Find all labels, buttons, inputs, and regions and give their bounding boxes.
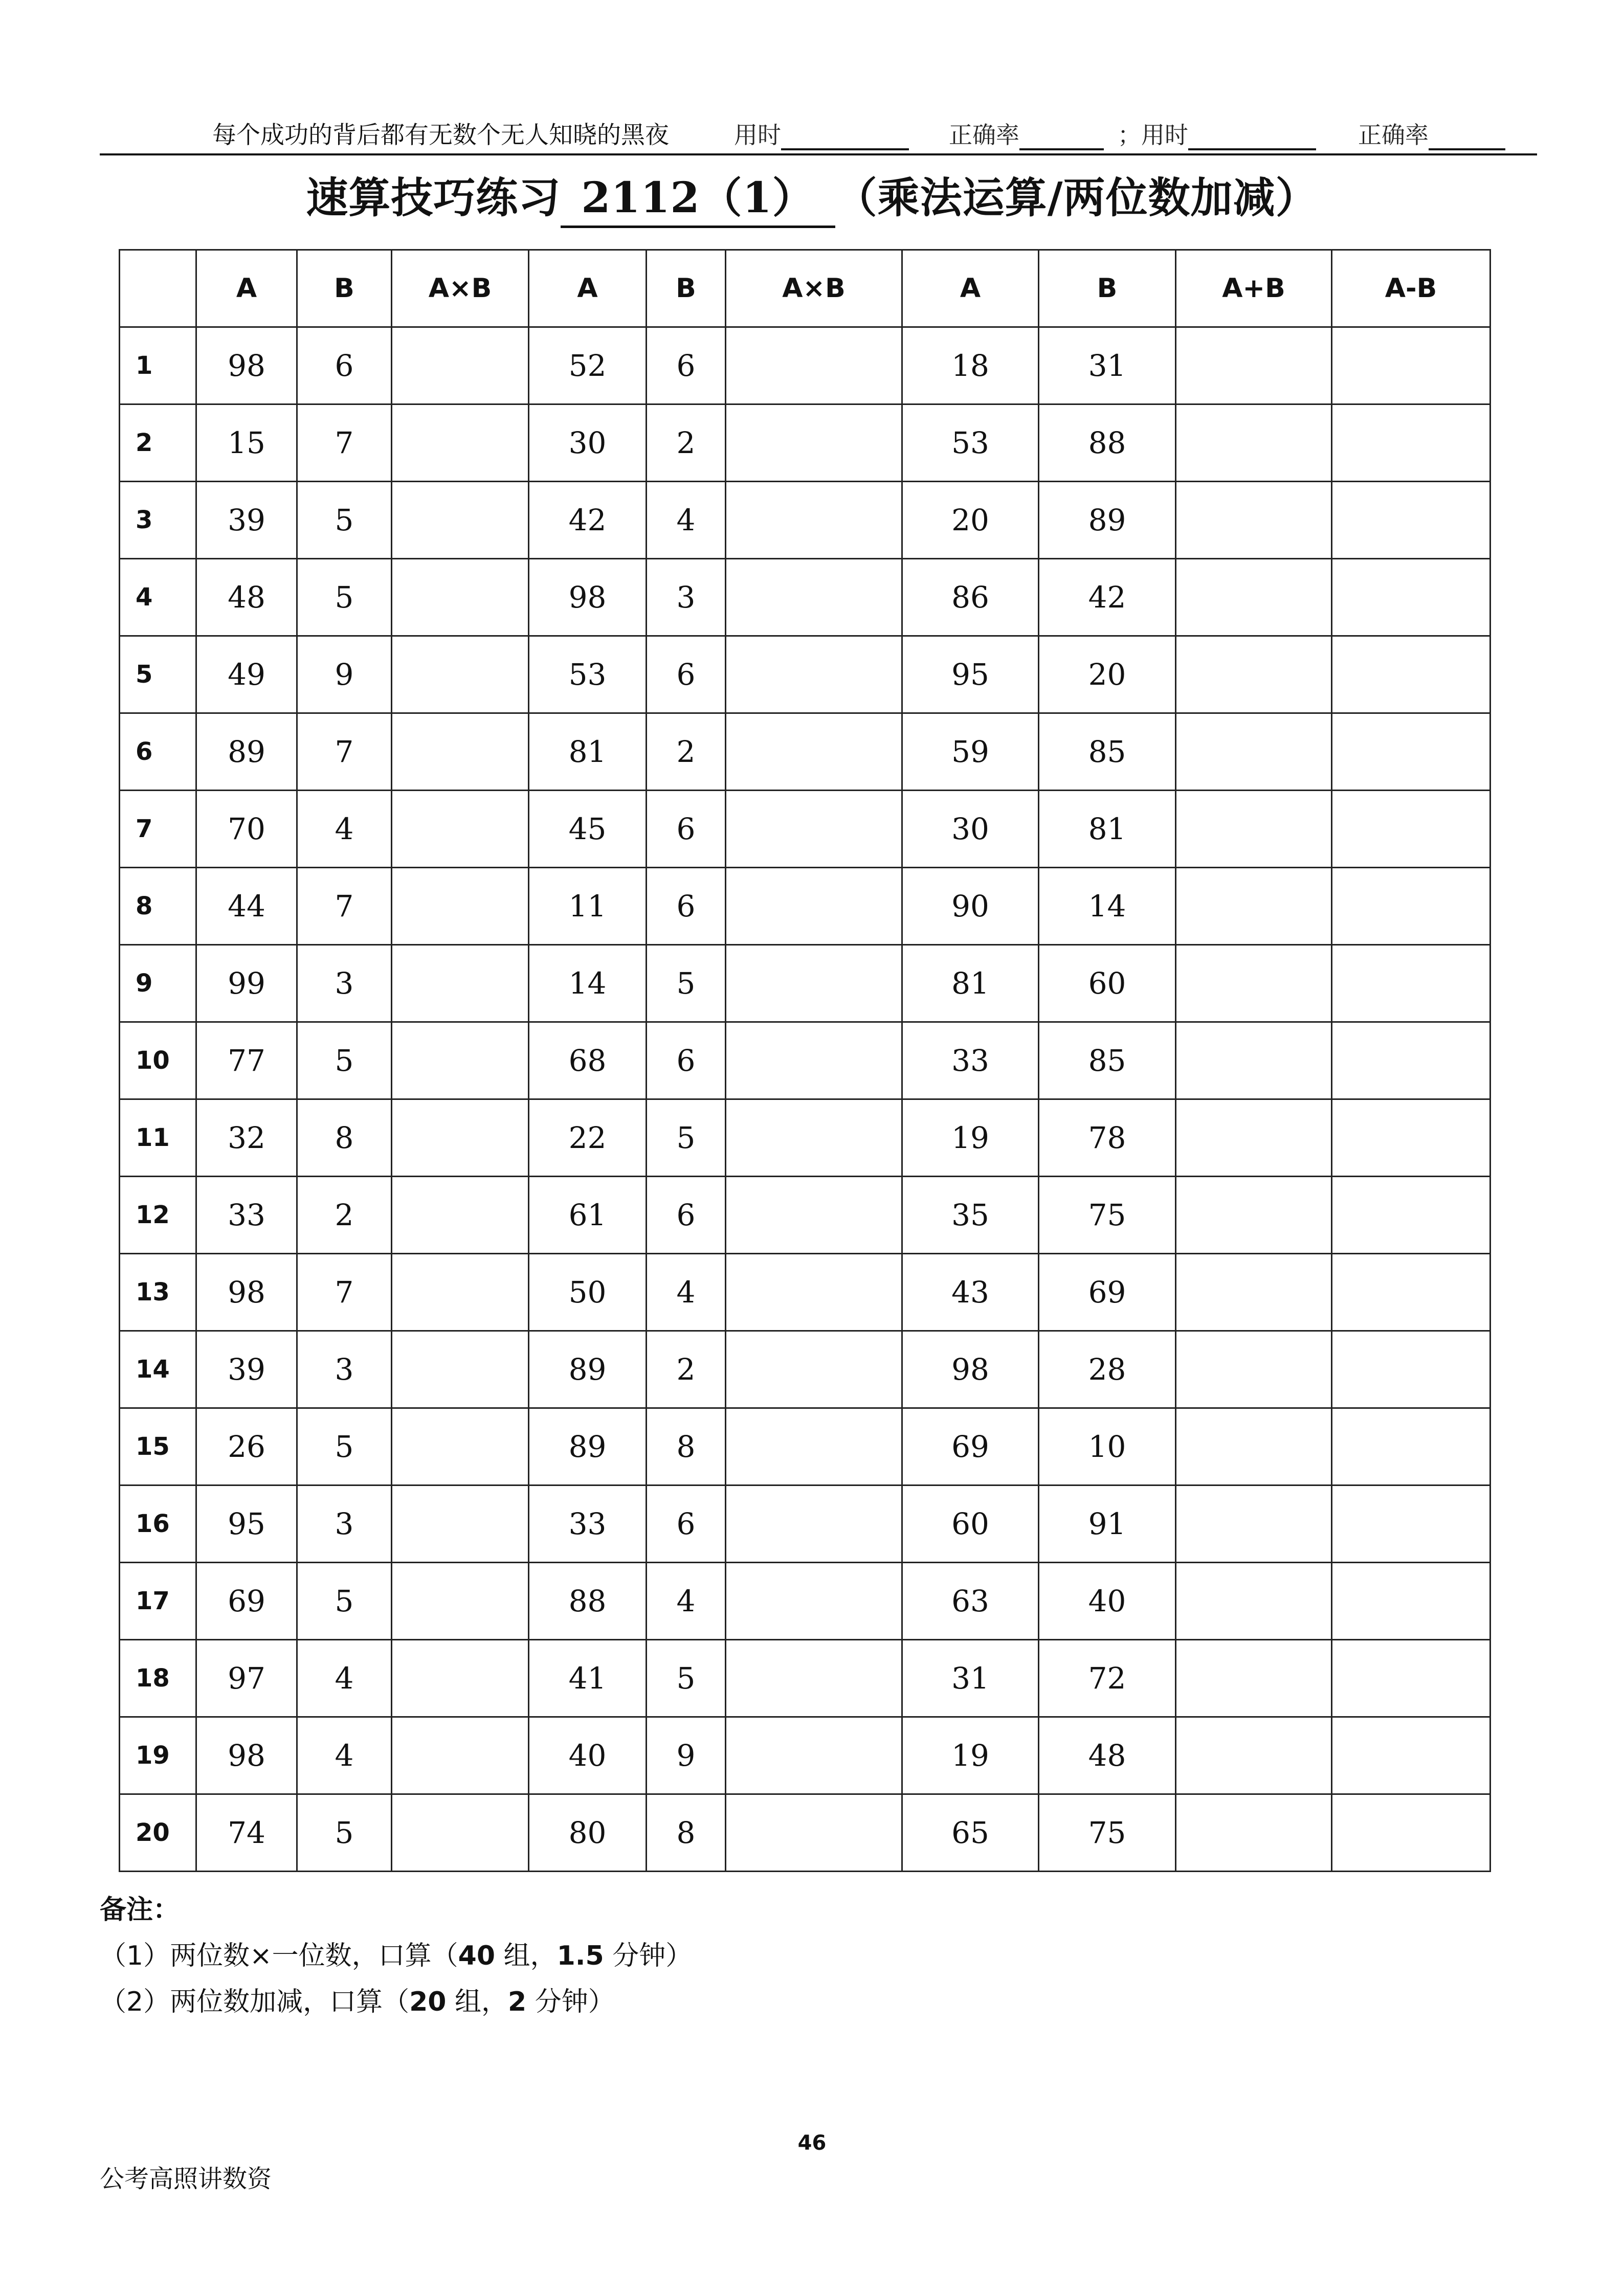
answer-cell[interactable] xyxy=(392,1563,529,1640)
answer-cell[interactable] xyxy=(726,404,902,482)
answer-cell[interactable] xyxy=(1176,713,1332,791)
table-row xyxy=(120,1177,1490,1254)
value-cell: 33 xyxy=(196,1177,297,1254)
answer-cell[interactable] xyxy=(1332,945,1490,1022)
note1-post: 分钟） xyxy=(604,1941,693,1971)
value-cell: 95 xyxy=(902,636,1039,713)
page-title xyxy=(0,165,1624,228)
value-cell: 6 xyxy=(647,1485,726,1563)
row-index: 5 xyxy=(120,636,196,713)
answer-cell[interactable] xyxy=(1176,404,1332,482)
value-cell: 68 xyxy=(529,1022,647,1099)
answer-cell[interactable] xyxy=(392,559,529,636)
row-index: 4 xyxy=(120,559,196,636)
value-cell: 2 xyxy=(297,1177,392,1254)
value-cell: 40 xyxy=(1039,1563,1176,1640)
answer-cell[interactable] xyxy=(392,1717,529,1794)
value-cell: 69 xyxy=(1039,1254,1176,1331)
value-cell: 69 xyxy=(196,1563,297,1640)
value-cell: 2 xyxy=(647,1331,726,1408)
value-cell: 63 xyxy=(902,1563,1039,1640)
answer-cell[interactable] xyxy=(1176,791,1332,868)
answer-cell[interactable] xyxy=(1176,1640,1332,1717)
answer-cell[interactable] xyxy=(726,1177,902,1254)
answer-cell[interactable] xyxy=(1176,1485,1332,1563)
value-cell: 86 xyxy=(902,559,1039,636)
table-body xyxy=(120,327,1490,1872)
row-index: 8 xyxy=(120,868,196,945)
value-cell: 8 xyxy=(647,1794,726,1872)
value-cell: 90 xyxy=(902,868,1039,945)
table-row xyxy=(120,1794,1490,1872)
value-cell: 98 xyxy=(902,1331,1039,1408)
note-line-1 xyxy=(100,1933,692,1979)
value-cell: 75 xyxy=(1039,1177,1176,1254)
answer-cell[interactable] xyxy=(1332,1254,1490,1331)
row-index: 16 xyxy=(120,1485,196,1563)
note2-mid: 组， xyxy=(446,1987,508,2017)
answer-cell[interactable] xyxy=(726,1640,902,1717)
value-cell: 7 xyxy=(297,1254,392,1331)
value-cell: 59 xyxy=(902,713,1039,791)
answer-cell[interactable] xyxy=(1176,868,1332,945)
row-index: 17 xyxy=(120,1563,196,1640)
notes-label: 备注： xyxy=(100,1895,180,1925)
answer-cell[interactable] xyxy=(392,636,529,713)
answer-cell[interactable] xyxy=(392,1331,529,1408)
row-index: 7 xyxy=(120,791,196,868)
value-cell: 3 xyxy=(297,1485,392,1563)
value-cell: 2 xyxy=(647,713,726,791)
answer-cell[interactable] xyxy=(726,791,902,868)
value-cell: 6 xyxy=(647,636,726,713)
accuracy-field-1 xyxy=(949,117,1104,150)
value-cell: 52 xyxy=(529,327,647,404)
accuracy-field-2 xyxy=(1358,117,1505,150)
value-cell: 22 xyxy=(529,1099,647,1177)
column-header: A xyxy=(196,250,297,327)
answer-cell[interactable] xyxy=(1176,636,1332,713)
value-cell: 39 xyxy=(196,1331,297,1408)
value-cell: 77 xyxy=(196,1022,297,1099)
value-cell: 35 xyxy=(902,1177,1039,1254)
value-cell: 61 xyxy=(529,1177,647,1254)
table-row xyxy=(120,1640,1490,1717)
answer-cell[interactable] xyxy=(1332,327,1490,404)
answer-cell[interactable] xyxy=(726,559,902,636)
value-cell: 48 xyxy=(1039,1717,1176,1794)
answer-cell[interactable] xyxy=(1332,1640,1490,1717)
answer-cell[interactable] xyxy=(1332,1331,1490,1408)
value-cell: 99 xyxy=(196,945,297,1022)
value-cell: 75 xyxy=(1039,1794,1176,1872)
value-cell: 15 xyxy=(196,404,297,482)
time-blank-1[interactable] xyxy=(781,128,909,150)
row-index: 10 xyxy=(120,1022,196,1099)
column-header: A×B xyxy=(726,250,902,327)
answer-cell[interactable] xyxy=(1176,1254,1332,1331)
title-prefix: 速算技巧练习 xyxy=(306,174,561,222)
answer-cell[interactable] xyxy=(1176,1099,1332,1177)
value-cell: 7 xyxy=(297,713,392,791)
answer-cell[interactable] xyxy=(726,482,902,559)
value-cell: 98 xyxy=(529,559,647,636)
value-cell: 11 xyxy=(529,868,647,945)
column-header: B xyxy=(1039,250,1176,327)
table-row xyxy=(120,1408,1490,1485)
value-cell: 33 xyxy=(902,1022,1039,1099)
value-cell: 53 xyxy=(902,404,1039,482)
table-row xyxy=(120,713,1490,791)
table-row xyxy=(120,945,1490,1022)
value-cell: 19 xyxy=(902,1717,1039,1794)
note1-minutes: 1.5 xyxy=(557,1941,604,1971)
column-header: A xyxy=(902,250,1039,327)
value-cell: 4 xyxy=(647,1563,726,1640)
column-header: A+B xyxy=(1176,250,1332,327)
value-cell: 5 xyxy=(297,559,392,636)
answer-cell[interactable] xyxy=(1332,1485,1490,1563)
header-line xyxy=(100,117,1537,155)
table-row xyxy=(120,1099,1490,1177)
row-index: 12 xyxy=(120,1177,196,1254)
value-cell: 95 xyxy=(196,1485,297,1563)
answer-cell[interactable] xyxy=(726,1717,902,1794)
answer-cell[interactable] xyxy=(726,1099,902,1177)
value-cell: 7 xyxy=(297,404,392,482)
answer-cell[interactable] xyxy=(1332,1717,1490,1794)
value-cell: 4 xyxy=(647,482,726,559)
value-cell: 6 xyxy=(647,1022,726,1099)
value-cell: 20 xyxy=(902,482,1039,559)
notes xyxy=(100,1887,692,2025)
answer-cell[interactable] xyxy=(726,1794,902,1872)
value-cell: 6 xyxy=(647,1177,726,1254)
answer-cell[interactable] xyxy=(1176,1408,1332,1485)
answer-cell[interactable] xyxy=(1176,1022,1332,1099)
value-cell: 48 xyxy=(196,559,297,636)
value-cell: 5 xyxy=(297,1022,392,1099)
answer-cell[interactable] xyxy=(726,327,902,404)
answer-cell[interactable] xyxy=(392,1485,529,1563)
value-cell: 89 xyxy=(529,1408,647,1485)
answer-cell[interactable] xyxy=(1176,482,1332,559)
value-cell: 5 xyxy=(297,1794,392,1872)
accuracy-blank-2[interactable] xyxy=(1429,128,1505,150)
answer-cell[interactable] xyxy=(1176,1563,1332,1640)
table-row xyxy=(120,636,1490,713)
accuracy-label-1: 正确率 xyxy=(949,121,1019,149)
value-cell: 98 xyxy=(196,1717,297,1794)
row-index: 14 xyxy=(120,1331,196,1408)
row-index: 2 xyxy=(120,404,196,482)
table-row xyxy=(120,1563,1490,1640)
answer-cell[interactable] xyxy=(1332,636,1490,713)
value-cell: 78 xyxy=(1039,1099,1176,1177)
value-cell: 9 xyxy=(297,636,392,713)
answer-cell[interactable] xyxy=(392,1408,529,1485)
value-cell: 4 xyxy=(297,791,392,868)
value-cell: 8 xyxy=(297,1099,392,1177)
value-cell: 5 xyxy=(647,945,726,1022)
value-cell: 4 xyxy=(647,1254,726,1331)
note1-groups: 40 xyxy=(458,1941,496,1971)
answer-cell[interactable] xyxy=(392,945,529,1022)
value-cell: 5 xyxy=(647,1640,726,1717)
answer-cell[interactable] xyxy=(1332,1563,1490,1640)
row-index: 1 xyxy=(120,327,196,404)
value-cell: 39 xyxy=(196,482,297,559)
answer-cell[interactable] xyxy=(392,404,529,482)
value-cell: 42 xyxy=(529,482,647,559)
answer-cell[interactable] xyxy=(726,713,902,791)
answer-cell[interactable] xyxy=(726,636,902,713)
column-header: B xyxy=(647,250,726,327)
value-cell: 33 xyxy=(529,1485,647,1563)
answer-cell[interactable] xyxy=(392,868,529,945)
answer-cell[interactable] xyxy=(392,1022,529,1099)
answer-cell[interactable] xyxy=(1176,1177,1332,1254)
row-index: 9 xyxy=(120,945,196,1022)
answer-cell[interactable] xyxy=(1176,1794,1332,1872)
value-cell: 60 xyxy=(902,1485,1039,1563)
time-field-2 xyxy=(1118,117,1316,150)
answer-cell[interactable] xyxy=(726,868,902,945)
value-cell: 30 xyxy=(902,791,1039,868)
value-cell: 44 xyxy=(196,868,297,945)
row-index: 19 xyxy=(120,1717,196,1794)
separator: ； xyxy=(1118,121,1141,149)
value-cell: 14 xyxy=(1039,868,1176,945)
answer-cell[interactable] xyxy=(392,327,529,404)
value-cell: 6 xyxy=(297,327,392,404)
value-cell: 50 xyxy=(529,1254,647,1331)
time-field-1 xyxy=(734,117,909,150)
value-cell: 6 xyxy=(647,327,726,404)
value-cell: 20 xyxy=(1039,636,1176,713)
title-suffix: （乘法运算/两位数加减） xyxy=(835,174,1318,222)
value-cell: 69 xyxy=(902,1408,1039,1485)
answer-cell[interactable] xyxy=(726,1254,902,1331)
value-cell: 3 xyxy=(297,1331,392,1408)
accuracy-label-2: 正确率 xyxy=(1358,121,1429,149)
table-row xyxy=(120,559,1490,636)
value-cell: 65 xyxy=(902,1794,1039,1872)
note2-groups: 20 xyxy=(409,1987,447,2017)
answer-cell[interactable] xyxy=(392,1177,529,1254)
answer-cell[interactable] xyxy=(392,791,529,868)
value-cell: 88 xyxy=(529,1563,647,1640)
row-index: 20 xyxy=(120,1794,196,1872)
answer-cell[interactable] xyxy=(1332,404,1490,482)
column-header xyxy=(120,250,196,327)
footer-text: 公考高照讲数资 xyxy=(100,2165,272,2193)
answer-cell[interactable] xyxy=(392,713,529,791)
value-cell: 5 xyxy=(297,1563,392,1640)
value-cell: 97 xyxy=(196,1640,297,1717)
value-cell: 41 xyxy=(529,1640,647,1717)
time-label-2: 用时 xyxy=(1141,121,1188,149)
table-row xyxy=(120,1485,1490,1563)
value-cell: 5 xyxy=(297,482,392,559)
answer-cell[interactable] xyxy=(726,1408,902,1485)
answer-cell[interactable] xyxy=(1332,1177,1490,1254)
column-header: A×B xyxy=(392,250,529,327)
answer-cell[interactable] xyxy=(1176,945,1332,1022)
value-cell: 7 xyxy=(297,868,392,945)
value-cell: 80 xyxy=(529,1794,647,1872)
time-blank-2[interactable] xyxy=(1188,128,1316,150)
row-index: 6 xyxy=(120,713,196,791)
answer-cell[interactable] xyxy=(1176,1331,1332,1408)
value-cell: 81 xyxy=(529,713,647,791)
value-cell: 2 xyxy=(647,404,726,482)
table-row xyxy=(120,482,1490,559)
value-cell: 49 xyxy=(196,636,297,713)
row-index: 3 xyxy=(120,482,196,559)
value-cell: 89 xyxy=(529,1331,647,1408)
note2-minutes: 2 xyxy=(508,1987,527,2017)
row-index: 13 xyxy=(120,1254,196,1331)
value-cell: 42 xyxy=(1039,559,1176,636)
answer-cell[interactable] xyxy=(392,1254,529,1331)
value-cell: 81 xyxy=(902,945,1039,1022)
value-cell: 72 xyxy=(1039,1640,1176,1717)
value-cell: 88 xyxy=(1039,404,1176,482)
answer-cell[interactable] xyxy=(1332,1099,1490,1177)
row-index: 11 xyxy=(120,1099,196,1177)
row-index: 18 xyxy=(120,1640,196,1717)
row-index: 15 xyxy=(120,1408,196,1485)
column-header: B xyxy=(297,250,392,327)
value-cell: 98 xyxy=(196,327,297,404)
header-row xyxy=(120,250,1490,327)
answer-cell[interactable] xyxy=(726,1022,902,1099)
note-line-2 xyxy=(100,1979,692,2025)
value-cell: 98 xyxy=(196,1254,297,1331)
answer-cell[interactable] xyxy=(726,1563,902,1640)
time-label-1: 用时 xyxy=(734,121,781,149)
value-cell: 14 xyxy=(529,945,647,1022)
note2-post: 分钟） xyxy=(526,1987,615,2017)
value-cell: 74 xyxy=(196,1794,297,1872)
value-cell: 28 xyxy=(1039,1331,1176,1408)
value-cell: 26 xyxy=(196,1408,297,1485)
value-cell: 3 xyxy=(297,945,392,1022)
table-row xyxy=(120,868,1490,945)
column-header: A-B xyxy=(1332,250,1490,327)
value-cell: 40 xyxy=(529,1717,647,1794)
value-cell: 89 xyxy=(196,713,297,791)
answer-cell[interactable] xyxy=(1332,791,1490,868)
value-cell: 18 xyxy=(902,327,1039,404)
value-cell: 91 xyxy=(1039,1485,1176,1563)
value-cell: 45 xyxy=(529,791,647,868)
exercise-table xyxy=(119,249,1491,1872)
answer-cell[interactable] xyxy=(392,1640,529,1717)
answer-cell[interactable] xyxy=(392,1794,529,1872)
value-cell: 6 xyxy=(647,791,726,868)
answer-cell[interactable] xyxy=(1332,713,1490,791)
answer-cell[interactable] xyxy=(392,482,529,559)
value-cell: 10 xyxy=(1039,1408,1176,1485)
answer-cell[interactable] xyxy=(1332,1408,1490,1485)
answer-cell[interactable] xyxy=(1332,1022,1490,1099)
table-row xyxy=(120,1254,1490,1331)
table-row xyxy=(120,1022,1490,1099)
note1-pre: （1）两位数×一位数，口算（ xyxy=(100,1941,458,1971)
value-cell: 89 xyxy=(1039,482,1176,559)
value-cell: 19 xyxy=(902,1099,1039,1177)
page-number: 46 xyxy=(797,2131,827,2155)
answer-cell[interactable] xyxy=(1176,327,1332,404)
value-cell: 60 xyxy=(1039,945,1176,1022)
value-cell: 5 xyxy=(647,1099,726,1177)
value-cell: 32 xyxy=(196,1099,297,1177)
motto: 每个成功的背后都有无数个无人知晓的黑夜 xyxy=(212,121,669,149)
accuracy-blank-1[interactable] xyxy=(1019,128,1104,150)
value-cell: 70 xyxy=(196,791,297,868)
value-cell: 53 xyxy=(529,636,647,713)
answer-cell[interactable] xyxy=(1332,559,1490,636)
table-row xyxy=(120,1331,1490,1408)
table-row xyxy=(120,327,1490,404)
answer-cell[interactable] xyxy=(1176,1717,1332,1794)
value-cell: 6 xyxy=(647,868,726,945)
value-cell: 5 xyxy=(297,1408,392,1485)
table-row xyxy=(120,1717,1490,1794)
value-cell: 81 xyxy=(1039,791,1176,868)
answer-cell[interactable] xyxy=(726,1331,902,1408)
note1-mid: 组， xyxy=(495,1941,557,1971)
answer-cell[interactable] xyxy=(1332,1794,1490,1872)
value-cell: 4 xyxy=(297,1717,392,1794)
value-cell: 85 xyxy=(1039,1022,1176,1099)
value-cell: 3 xyxy=(647,559,726,636)
title-code: 2112（1） xyxy=(561,165,835,228)
value-cell: 85 xyxy=(1039,713,1176,791)
answer-cell[interactable] xyxy=(1332,482,1490,559)
table-row xyxy=(120,791,1490,868)
value-cell: 4 xyxy=(297,1640,392,1717)
answer-cell[interactable] xyxy=(726,945,902,1022)
value-cell: 30 xyxy=(529,404,647,482)
answer-cell[interactable] xyxy=(392,1099,529,1177)
table-row xyxy=(120,404,1490,482)
value-cell: 8 xyxy=(647,1408,726,1485)
answer-cell[interactable] xyxy=(726,1485,902,1563)
value-cell: 31 xyxy=(1039,327,1176,404)
answer-cell[interactable] xyxy=(1332,868,1490,945)
answer-cell[interactable] xyxy=(1176,559,1332,636)
value-cell: 43 xyxy=(902,1254,1039,1331)
note2-pre: （2）两位数加减，口算（ xyxy=(100,1987,410,2017)
value-cell: 9 xyxy=(647,1717,726,1794)
value-cell: 31 xyxy=(902,1640,1039,1717)
column-header: A xyxy=(529,250,647,327)
